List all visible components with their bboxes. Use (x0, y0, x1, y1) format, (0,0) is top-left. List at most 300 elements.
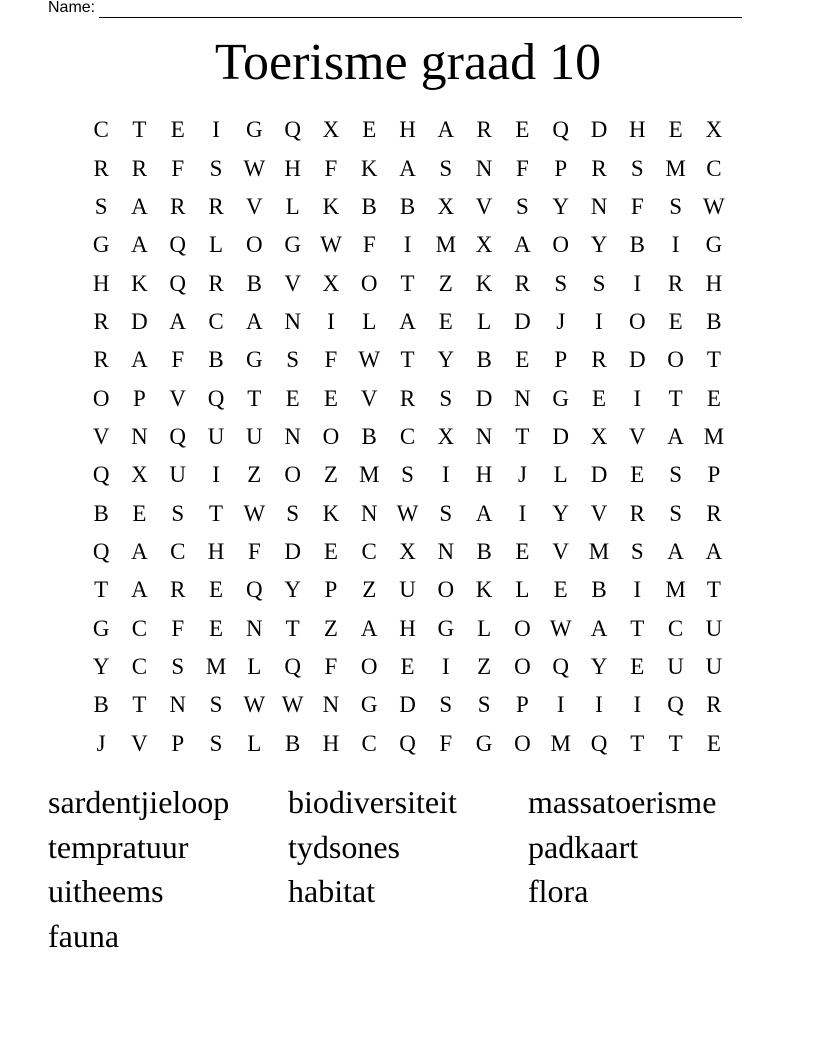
grid-letter: T (515, 423, 530, 449)
grid-letter: O (514, 615, 531, 641)
word-list-item: fauna (48, 918, 120, 955)
grid-letter: W (358, 347, 381, 373)
grid-letter: E (209, 615, 224, 641)
grid-letter: S (439, 155, 453, 181)
grid-letter: W (549, 615, 572, 641)
word-list-item: massatoerisme (528, 784, 717, 820)
grid-letter: Q (399, 730, 416, 756)
grid-letter: B (208, 347, 224, 373)
page-title: Toerisme graad 10 (214, 34, 602, 91)
grid-letter: W (396, 500, 419, 526)
grid-letter: U (246, 423, 263, 449)
grid-letter: U (399, 577, 416, 603)
grid-letter: E (668, 117, 683, 143)
grid-letter: O (437, 577, 455, 603)
grid-letter: C (93, 117, 109, 143)
grid-letter: B (93, 692, 109, 718)
grid-letter: H (92, 270, 110, 296)
grid-letter: T (706, 347, 721, 373)
grid-letter: V (552, 538, 570, 564)
grid-letter: R (399, 385, 416, 411)
grid-letter: S (401, 462, 414, 488)
grid-letter: Y (552, 500, 570, 526)
grid-letter: S (171, 500, 185, 526)
grid-letter: I (633, 692, 642, 718)
grid-letter: F (171, 615, 185, 641)
grid-letter: N (169, 692, 187, 718)
grid-letter: X (590, 423, 608, 449)
word-list-item: tydsones (288, 828, 400, 865)
grid-letter: N (246, 615, 263, 641)
grid-letter: E (323, 385, 338, 411)
grid-letter: A (131, 232, 148, 258)
grid-letter: T (132, 117, 147, 143)
grid-letter: P (516, 692, 529, 718)
grid-letter: P (554, 347, 568, 373)
grid-letter: R (591, 155, 607, 181)
grid-letter: L (247, 653, 262, 679)
word-search-grid (82, 111, 733, 763)
grid-letter: A (131, 347, 148, 373)
grid-letter: Y (92, 653, 110, 679)
grid-letter: W (320, 232, 342, 258)
grid-letter: I (212, 462, 220, 488)
grid-letter: T (400, 347, 415, 373)
grid-letter: P (133, 385, 146, 411)
grid-letter: R (93, 155, 109, 181)
word-list-item: padkaart (528, 828, 639, 865)
grid-letter: D (399, 692, 416, 718)
grid-letter: C (131, 653, 148, 679)
grid-letter: O (360, 653, 378, 679)
grid-letter: J (96, 730, 106, 756)
grid-letter: B (706, 308, 722, 334)
word-list-item: sardentjieloop (48, 784, 230, 820)
name-label: Name: (48, 0, 96, 16)
grid-letter: D (590, 462, 608, 488)
grid-letter: V (590, 500, 608, 526)
grid-letter: A (399, 308, 416, 334)
grid-letter: U (667, 653, 684, 679)
grid-letter: I (212, 117, 220, 143)
grid-letter: R (170, 577, 186, 603)
grid-letter: E (515, 347, 530, 373)
grid-letter: T (285, 615, 300, 641)
grid-letter: S (669, 462, 682, 488)
grid-letter: I (556, 692, 565, 718)
grid-letter: Q (207, 385, 225, 411)
grid-letter: H (705, 270, 723, 296)
grid-letter: I (633, 270, 642, 296)
grid-letter: T (630, 730, 645, 756)
grid-letter: R (591, 347, 607, 373)
grid-letter: F (324, 653, 338, 679)
grid-letter: P (707, 462, 721, 488)
grid-letter: M (588, 538, 610, 564)
grid-letter: Y (590, 653, 608, 679)
grid-letter: V (628, 423, 646, 449)
grid-letter: X (437, 193, 455, 219)
grid-letter: B (246, 270, 262, 296)
grid-letter: X (322, 117, 340, 143)
grid-letter: V (284, 270, 301, 296)
grid-letter: T (400, 270, 415, 296)
grid-letter: D (475, 385, 493, 411)
grid-letter: N (284, 423, 301, 449)
grid-letter: A (475, 500, 493, 526)
grid-letter: I (441, 653, 450, 679)
grid-letter: B (284, 730, 301, 756)
grid-letter: I (441, 462, 450, 488)
grid-letter: B (399, 193, 416, 219)
grid-letter: E (706, 730, 721, 756)
grid-letter: T (247, 385, 262, 411)
grid-letter: E (515, 117, 530, 143)
grid-letter: Y (590, 232, 608, 258)
grid-letter: L (477, 615, 492, 641)
grid-letter: S (516, 193, 529, 219)
grid-letter: A (705, 538, 723, 564)
grid-letter: R (208, 270, 224, 296)
grid-letter: F (324, 347, 338, 373)
grid-letter: E (668, 308, 683, 334)
grid-letter: H (628, 117, 646, 143)
grid-letter: I (518, 500, 527, 526)
grid-letter: B (591, 577, 607, 603)
grid-letter: H (475, 462, 493, 488)
grid-letter: A (590, 615, 608, 641)
grid-letter: H (207, 538, 225, 564)
grid-letter: B (361, 423, 377, 449)
grid-letter: Q (169, 423, 187, 449)
grid-letter: E (132, 500, 147, 526)
grid-letter: N (360, 500, 378, 526)
grid-letter: S (439, 692, 453, 718)
grid-letter: A (360, 615, 378, 641)
grid-letter: B (629, 232, 645, 258)
grid-letter: T (94, 577, 109, 603)
grid-letter: T (630, 615, 645, 641)
grid-letter: D (514, 308, 531, 334)
grid-letter: I (595, 308, 603, 334)
grid-letter: S (171, 653, 185, 679)
grid-letter: F (362, 232, 376, 258)
grid-letter: B (476, 347, 492, 373)
grid-letter: E (209, 577, 224, 603)
grid-letter: R (706, 692, 722, 718)
grid-letter: O (322, 423, 340, 449)
grid-letter: T (668, 730, 683, 756)
grid-letter: L (247, 730, 262, 756)
grid-letter: L (515, 577, 530, 603)
grid-letter: R (170, 193, 186, 219)
grid-letter: I (633, 577, 642, 603)
grid-letter: G (552, 385, 570, 411)
word-list (48, 780, 768, 959)
grid-letter: T (209, 500, 224, 526)
grid-letter: R (93, 347, 109, 373)
grid-letter: G (360, 692, 378, 718)
grid-letter: O (667, 347, 684, 373)
grid-letter: E (553, 577, 568, 603)
grid-letter: K (475, 270, 493, 296)
grid-letter: A (437, 117, 455, 143)
grid-letter: O (92, 385, 110, 411)
grid-letter: O (284, 462, 301, 488)
grid-letter: Q (169, 232, 187, 258)
name-underline (99, 2, 742, 18)
grid-letter: K (322, 193, 340, 219)
grid-letter: O (552, 232, 570, 258)
grid-letter: R (93, 308, 109, 334)
grid-letter: F (171, 155, 185, 181)
grid-letter: Q (246, 577, 263, 603)
grid-letter: O (628, 308, 646, 334)
grid-letter: H (399, 615, 416, 641)
grid-letter: S (209, 155, 223, 181)
grid-letter: R (706, 500, 722, 526)
grid-letter: R (667, 270, 684, 296)
grid-letter: A (246, 308, 263, 334)
word-list-item: uitheems (48, 873, 164, 910)
grid-letter: F (171, 347, 185, 373)
grid-letter: O (246, 232, 263, 258)
word-list-item: biodiversiteit (288, 784, 457, 820)
grid-letter: D (590, 117, 608, 143)
grid-letter: M (665, 577, 686, 603)
grid-letter: A (667, 423, 684, 449)
grid-letter: V (246, 193, 263, 219)
grid-letter: E (706, 385, 721, 411)
grid-letter: N (514, 385, 531, 411)
grid-letter: L (477, 308, 492, 334)
grid-letter: A (169, 308, 187, 334)
grid-letter: N (322, 692, 340, 718)
grid-letter: K (322, 500, 340, 526)
grid-letter: W (703, 193, 725, 219)
grid-letter: F (247, 538, 261, 564)
grid-letter: A (131, 577, 148, 603)
grid-letter: W (243, 155, 266, 181)
grid-letter: U (705, 615, 723, 641)
grid-letter: D (628, 347, 646, 373)
grid-letter: Y (437, 347, 455, 373)
grid-letter: S (477, 692, 491, 718)
grid-letter: B (93, 500, 109, 526)
grid-letter: Q (92, 462, 110, 488)
grid-letter: E (400, 653, 415, 679)
grid-letter: O (514, 730, 531, 756)
grid-letter: L (285, 193, 300, 219)
grid-letter: D (552, 423, 570, 449)
grid-letter: M (550, 730, 571, 756)
grid-letter: C (706, 155, 722, 181)
grid-letter: U (169, 462, 187, 488)
grid-letter: J (556, 308, 566, 334)
name-field (48, 0, 742, 18)
grid-letter: V (360, 385, 378, 411)
grid-letter: T (668, 385, 683, 411)
grid-letter: Q (92, 538, 110, 564)
word-list-item: tempratuur (48, 828, 189, 865)
grid-letter: G (92, 615, 110, 641)
grid-letter: N (475, 423, 493, 449)
grid-letter: R (629, 500, 645, 526)
grid-letter: E (285, 385, 300, 411)
grid-letter: O (360, 270, 378, 296)
grid-letter: S (630, 538, 644, 564)
grid-letter: X (437, 423, 455, 449)
grid-letter: N (284, 308, 301, 334)
grid-letter: Q (552, 653, 570, 679)
grid-letter: E (323, 538, 338, 564)
grid-letter: M (435, 232, 457, 258)
grid-letter: D (131, 308, 148, 334)
grid-letter: Z (477, 653, 492, 679)
grid-letter: X (475, 232, 493, 258)
grid-letter: Z (362, 577, 377, 603)
grid-letter: I (671, 232, 680, 258)
grid-letter: F (324, 155, 338, 181)
grid-letter: Q (284, 653, 301, 679)
grid-letter: D (284, 538, 301, 564)
grid-letter: A (131, 538, 148, 564)
grid-letter: L (209, 232, 224, 258)
grid-letter: R (476, 117, 492, 143)
grid-letter: I (595, 692, 603, 718)
grid-letter: N (437, 538, 455, 564)
grid-letter: H (322, 730, 340, 756)
grid-letter: B (476, 538, 492, 564)
grid-letter: Q (169, 270, 187, 296)
grid-letter: F (439, 730, 453, 756)
grid-letter: G (246, 117, 263, 143)
grid-letter: Q (552, 117, 570, 143)
grid-letter: Y (552, 193, 570, 219)
grid-letter: S (439, 500, 453, 526)
grid-letter: S (209, 730, 223, 756)
grid-letter: A (131, 193, 148, 219)
grid-letter: T (132, 692, 147, 718)
grid-letter: Q (284, 117, 301, 143)
grid-letter: G (475, 730, 493, 756)
grid-letter: S (439, 385, 453, 411)
grid-letter: P (324, 577, 338, 603)
grid-letter: E (630, 653, 645, 679)
grid-letter: A (399, 155, 416, 181)
grid-letter: K (131, 270, 148, 296)
grid-letter: C (399, 423, 416, 449)
grid-letter: Y (284, 577, 301, 603)
grid-letter: K (475, 577, 493, 603)
grid-letter: A (514, 232, 531, 258)
grid-letter: H (284, 155, 301, 181)
grid-letter: R (131, 155, 148, 181)
grid-letter: W (243, 692, 266, 718)
grid-letter: L (553, 462, 568, 488)
grid-letter: M (359, 462, 380, 488)
grid-letter: F (516, 155, 529, 181)
grid-letter: M (205, 653, 227, 679)
grid-letter: J (517, 462, 527, 488)
grid-letter: S (209, 692, 223, 718)
grid-letter: H (399, 117, 416, 143)
grid-letter: E (170, 117, 185, 143)
grid-letter: A (667, 538, 684, 564)
grid-letter: G (284, 232, 301, 258)
grid-letter: K (360, 155, 378, 181)
word-list-item: flora (528, 873, 589, 910)
grid-letter: S (94, 193, 108, 219)
grid-letter: C (170, 538, 186, 564)
grid-letter: S (669, 193, 682, 219)
grid-letter: C (131, 615, 148, 641)
grid-letter: V (169, 385, 187, 411)
grid-letter: T (706, 577, 721, 603)
word-list-item: habitat (288, 873, 376, 910)
grid-letter: R (208, 193, 224, 219)
grid-letter: Q (590, 730, 608, 756)
grid-letter: R (514, 270, 531, 296)
grid-letter: X (705, 117, 723, 143)
grid-letter: Z (323, 462, 338, 488)
grid-letter: L (362, 308, 377, 334)
grid-letter: C (361, 538, 377, 564)
grid-letter: E (438, 308, 453, 334)
grid-letter: W (243, 500, 266, 526)
grid-letter: M (665, 155, 686, 181)
grid-letter: E (515, 538, 530, 564)
grid-letter: P (171, 730, 185, 756)
grid-letter: N (590, 193, 608, 219)
grid-letter: P (554, 155, 568, 181)
grid-letter: W (281, 692, 304, 718)
grid-letter: S (592, 270, 606, 296)
grid-letter: Z (438, 270, 453, 296)
grid-letter: V (92, 423, 110, 449)
grid-letter: G (705, 232, 723, 258)
grid-letter: S (554, 270, 568, 296)
grid-letter: O (514, 653, 531, 679)
grid-letter: G (92, 232, 110, 258)
grid-letter: V (475, 193, 493, 219)
grid-letter: I (403, 232, 412, 258)
grid-letter: C (361, 730, 377, 756)
grid-letter: I (327, 308, 335, 334)
grid-letter: S (669, 500, 682, 526)
grid-letter: G (246, 347, 263, 373)
grid-letter: X (131, 462, 148, 488)
grid-letter: N (475, 155, 493, 181)
grid-letter: S (286, 347, 300, 373)
grid-letter: Q (667, 692, 684, 718)
grid-letter: V (131, 730, 148, 756)
grid-letter: F (630, 193, 644, 219)
grid-letter: Z (247, 462, 262, 488)
grid-letter: M (703, 423, 725, 449)
grid-letter: S (630, 155, 644, 181)
grid-letter: G (437, 615, 455, 641)
grid-letter: S (286, 500, 300, 526)
grid-letter: N (131, 423, 148, 449)
grid-letter: I (633, 385, 642, 411)
grid-letter: C (208, 308, 224, 334)
grid-letter: C (667, 615, 684, 641)
grid-letter: E (591, 385, 607, 411)
grid-letter: U (207, 423, 225, 449)
grid-letter: X (322, 270, 340, 296)
grid-letter: B (361, 193, 377, 219)
